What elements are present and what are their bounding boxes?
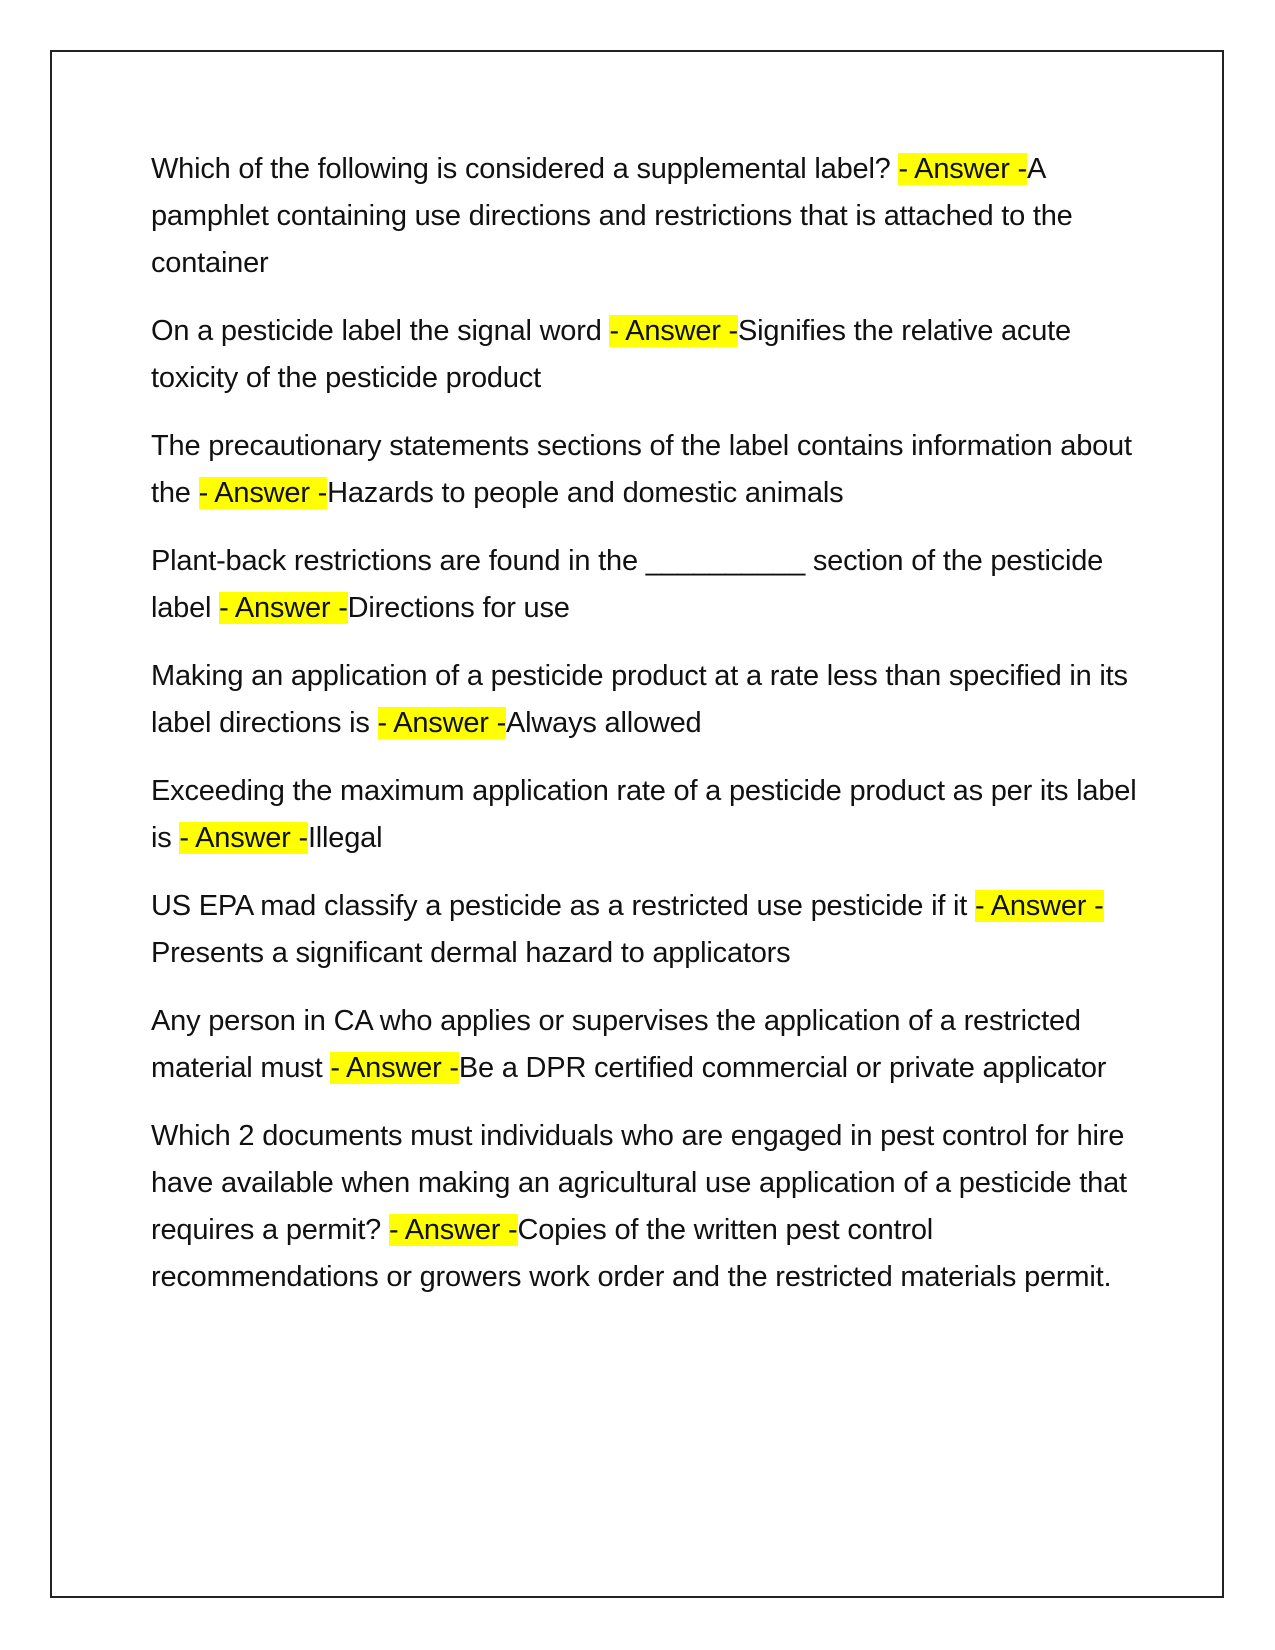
answer-marker: - Answer - [219, 592, 348, 624]
answer-text: Hazards to people and domestic animals [327, 477, 844, 509]
answer-text: Signifies the relative acute toxicity of the pesticide product [151, 315, 1071, 394]
qa-item [151, 653, 1141, 747]
question-text: On a pesticide label the signal word [151, 315, 610, 347]
question-text: Which of the following is considered a supplemental label? [151, 153, 899, 185]
qa-item [151, 998, 1141, 1092]
qa-item [151, 146, 1141, 287]
answer-marker: - Answer - [179, 822, 308, 854]
answer-text: Be a DPR certified commercial or private applicator [458, 1052, 1107, 1084]
answer-text: Illegal [307, 822, 383, 854]
answer-marker: - Answer - [388, 1214, 518, 1246]
answer-text: Directions for use [347, 592, 570, 624]
answer-marker: - Answer - [198, 477, 328, 509]
answer-text: Always allowed [506, 707, 702, 739]
question-text: Plant-back restrictions are found in the __________ section of the pesticide label [151, 545, 1104, 624]
question-text: US EPA mad classify a pesticide as a restricted use pesticide if it [151, 890, 976, 922]
qa-list [151, 146, 1141, 1322]
qa-item [151, 1113, 1141, 1301]
answer-marker: - Answer - [330, 1052, 459, 1084]
answer-text: A pamphlet containing use directions and restrictions that is attached to the container [151, 153, 1073, 279]
qa-item [151, 423, 1141, 517]
question-text: The precautionary statements sections of the label contains information about the [151, 430, 1132, 509]
qa-item [151, 538, 1141, 632]
qa-item [151, 883, 1141, 977]
answer-marker: - Answer - [377, 707, 507, 739]
answer-text: Copies of the written pest control recommendations or growers work order and the restricted materials permit. [151, 1214, 1112, 1293]
answer-marker: - Answer - [898, 153, 1027, 185]
answer-marker: - Answer - [609, 315, 739, 347]
answer-marker: - Answer - [975, 890, 1104, 922]
answer-text: Presents a significant dermal hazard to applicators [151, 937, 791, 969]
qa-item [151, 308, 1141, 402]
qa-item [151, 768, 1141, 862]
question-text: Any person in CA who applies or supervises the application of a restricted material must [151, 1005, 1081, 1084]
question-text: Exceeding the maximum application rate of a pesticide product as per its label is [151, 775, 1137, 854]
question-text: Which 2 documents must individuals who are engaged in pest control for hire have available when making an agricultural use application of a pesticide that requires a permit? [151, 1120, 1127, 1246]
question-text: Making an application of a pesticide product at a rate less than specified in its label directions is [151, 660, 1128, 739]
